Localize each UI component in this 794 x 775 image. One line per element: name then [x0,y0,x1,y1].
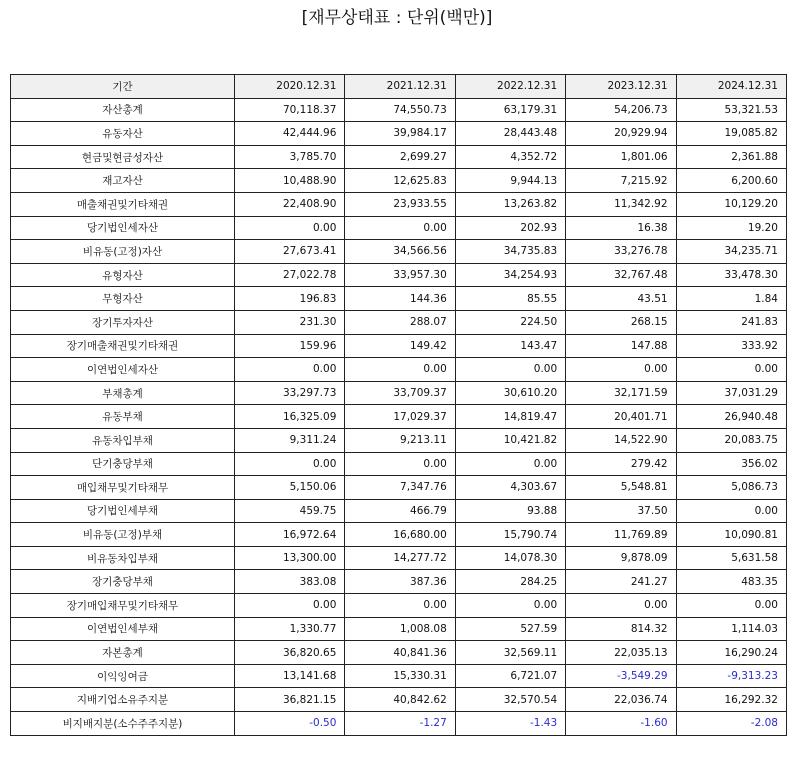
table-cell-value: 14,078.30 [455,546,565,570]
table-cell-value: 32,570.54 [455,688,565,712]
table-cell-value: 0.00 [235,358,345,382]
table-cell-value: 5,631.58 [676,546,786,570]
table-cell-value: 2,361.88 [676,145,786,169]
table-row [11,428,787,452]
table-cell-value: 23,933.55 [345,192,455,216]
table-cell-value: 196.83 [235,287,345,311]
table-cell-value: 224.50 [455,310,565,334]
table-row [11,405,787,429]
table-row [11,310,787,334]
table-cell-value: 0.00 [345,216,455,240]
column-header-year: 2020.12.31 [235,75,345,99]
table-cell-value: 19,085.82 [676,122,786,146]
row-label: 장기투자자산 [11,310,235,334]
table-cell-value: -9,313.23 [676,664,786,688]
table-row [11,570,787,594]
table-cell-value: -3,549.29 [566,664,676,688]
table-row [11,452,787,476]
table-row [11,334,787,358]
table-cell-value: 0.00 [235,594,345,618]
table-cell-value: 0.00 [345,358,455,382]
table-cell-value: 74,550.73 [345,98,455,122]
table-cell-value: 11,769.89 [566,523,676,547]
table-row [11,641,787,665]
table-cell-value: 149.42 [345,334,455,358]
table-cell-value: 356.02 [676,452,786,476]
table-cell-value: 39,984.17 [345,122,455,146]
table-cell-value: 147.88 [566,334,676,358]
row-label: 현금및현금성자산 [11,145,235,169]
table-cell-value: 28,443.48 [455,122,565,146]
table-cell-value: 34,735.83 [455,240,565,264]
table-cell-value: 0.00 [676,358,786,382]
row-label: 유동부채 [11,405,235,429]
table-cell-value: 1,008.08 [345,617,455,641]
table-row [11,216,787,240]
row-label: 비지배지분(소수주주지분) [11,712,235,736]
table-cell-value: 5,150.06 [235,476,345,500]
row-label: 매출채권및기타채권 [11,192,235,216]
table-cell-value: 10,488.90 [235,169,345,193]
table-cell-value: 16.38 [566,216,676,240]
table-cell-value: 288.07 [345,310,455,334]
table-cell-value: 11,342.92 [566,192,676,216]
table-cell-value: 14,522.90 [566,428,676,452]
table-cell-value: 20,401.71 [566,405,676,429]
table-cell-value: 143.47 [455,334,565,358]
table-cell-value: 32,171.59 [566,381,676,405]
table-cell-value: 9,213.11 [345,428,455,452]
table-cell-value: 32,569.11 [455,641,565,665]
table-cell-value: 10,421.82 [455,428,565,452]
table-cell-value: 0.00 [566,594,676,618]
table-cell-value: 85.55 [455,287,565,311]
table-cell-value: 5,086.73 [676,476,786,500]
table-cell-value: 19.20 [676,216,786,240]
table-cell-value: 0.00 [345,594,455,618]
row-label: 장기매출채권및기타채권 [11,334,235,358]
row-label: 매입채무및기타채무 [11,476,235,500]
table-cell-value: 13,141.68 [235,664,345,688]
table-cell-value: 7,347.76 [345,476,455,500]
table-cell-value: 383.08 [235,570,345,594]
table-row [11,617,787,641]
row-label: 당기법인세부채 [11,499,235,523]
table-row [11,287,787,311]
table-cell-value: 0.00 [455,358,565,382]
table-cell-value: 54,206.73 [566,98,676,122]
table-cell-value: 2,699.27 [345,145,455,169]
table-cell-value: -1.27 [345,712,455,736]
table-cell-value: 241.83 [676,310,786,334]
table-cell-value: 387.36 [345,570,455,594]
table-cell-value: 22,036.74 [566,688,676,712]
table-row [11,263,787,287]
table-cell-value: 33,957.30 [345,263,455,287]
column-header-year: 2024.12.31 [676,75,786,99]
table-cell-value: 459.75 [235,499,345,523]
table-cell-value: 13,263.82 [455,192,565,216]
table-cell-value: 0.00 [455,452,565,476]
column-header-year: 2021.12.31 [345,75,455,99]
row-label: 장기충당부채 [11,570,235,594]
table-cell-value: 0.00 [345,452,455,476]
table-cell-value: 34,235.71 [676,240,786,264]
table-cell-value: 15,330.31 [345,664,455,688]
table-cell-value: 4,352.72 [455,145,565,169]
table-cell-value: 17,029.37 [345,405,455,429]
table-cell-value: 9,878.09 [566,546,676,570]
table-cell-value: 70,118.37 [235,98,345,122]
table-cell-value: 14,277.72 [345,546,455,570]
table-row [11,476,787,500]
table-cell-value: 814.32 [566,617,676,641]
table-row [11,381,787,405]
table-cell-value: 0.00 [676,594,786,618]
table-cell-value: 1.84 [676,287,786,311]
table-row [11,594,787,618]
table-cell-value: 33,276.78 [566,240,676,264]
table-cell-value: 15,790.74 [455,523,565,547]
page-title: [재무상태표 : 단위(백만)] [301,8,493,28]
table-cell-value: 33,297.73 [235,381,345,405]
table-cell-value: 466.79 [345,499,455,523]
table-cell-value: 483.35 [676,570,786,594]
row-label: 무형자산 [11,287,235,311]
table-row [11,240,787,264]
table-row [11,499,787,523]
row-label: 단기충당부채 [11,452,235,476]
table-cell-value: -2.08 [676,712,786,736]
row-label: 장기매입채무및기타채무 [11,594,235,618]
table-cell-value: 241.27 [566,570,676,594]
table-cell-value: 20,929.94 [566,122,676,146]
balance-sheet-table [10,74,787,736]
table-cell-value: 36,821.15 [235,688,345,712]
table-cell-value: 1,114.03 [676,617,786,641]
table-cell-value: 33,478.30 [676,263,786,287]
table-row [11,169,787,193]
table-cell-value: 0.00 [676,499,786,523]
row-label: 재고자산 [11,169,235,193]
table-cell-value: 16,325.09 [235,405,345,429]
row-label: 이연법인세자산 [11,358,235,382]
column-header-period: 기간 [11,75,235,99]
table-cell-value: 7,215.92 [566,169,676,193]
table-cell-value: 30,610.20 [455,381,565,405]
table-cell-value: 27,022.78 [235,263,345,287]
table-cell-value: -1.60 [566,712,676,736]
row-label: 유동자산 [11,122,235,146]
table-cell-value: 3,785.70 [235,145,345,169]
table-cell-value: 33,709.37 [345,381,455,405]
table-cell-value: 37,031.29 [676,381,786,405]
row-label: 부채총계 [11,381,235,405]
table-row [11,546,787,570]
table-cell-value: 63,179.31 [455,98,565,122]
table-cell-value: 36,820.65 [235,641,345,665]
row-label: 비유동차입부채 [11,546,235,570]
table-cell-value: 0.00 [455,594,565,618]
table-cell-value: 32,767.48 [566,263,676,287]
table-cell-value: 268.15 [566,310,676,334]
row-label: 지배기업소유주지분 [11,688,235,712]
table-cell-value: 279.42 [566,452,676,476]
table-cell-value: 1,801.06 [566,145,676,169]
table-cell-value: 159.96 [235,334,345,358]
table-cell-value: 4,303.67 [455,476,565,500]
table-cell-value: 20,083.75 [676,428,786,452]
table-cell-value: 14,819.47 [455,405,565,429]
table-cell-value: 1,330.77 [235,617,345,641]
table-row [11,688,787,712]
table-row [11,664,787,688]
row-label: 비유동(고정)자산 [11,240,235,264]
table-cell-value: 53,321.53 [676,98,786,122]
row-label: 당기법인세자산 [11,216,235,240]
table-cell-value: 42,444.96 [235,122,345,146]
table-cell-value: 0.00 [235,452,345,476]
table-cell-value: 9,311.24 [235,428,345,452]
table-cell-value: 231.30 [235,310,345,334]
table-cell-value: -0.50 [235,712,345,736]
table-cell-value: 16,972.64 [235,523,345,547]
row-label: 자산총계 [11,98,235,122]
table-cell-value: 527.59 [455,617,565,641]
table-cell-value: 16,680.00 [345,523,455,547]
table-cell-value: 16,292.32 [676,688,786,712]
row-label: 이익잉여금 [11,664,235,688]
table-cell-value: 26,940.48 [676,405,786,429]
table-row [11,192,787,216]
table-cell-value: 284.25 [455,570,565,594]
table-row [11,145,787,169]
table-cell-value: 12,625.83 [345,169,455,193]
table-cell-value: 22,408.90 [235,192,345,216]
table-cell-value: 6,721.07 [455,664,565,688]
table-cell-value: 10,129.20 [676,192,786,216]
table-cell-value: -1.43 [455,712,565,736]
table-cell-value: 0.00 [235,216,345,240]
table-cell-value: 10,090.81 [676,523,786,547]
table-cell-value: 40,842.62 [345,688,455,712]
table-cell-value: 16,290.24 [676,641,786,665]
table-header-row [11,75,787,99]
table-cell-value: 144.36 [345,287,455,311]
table-cell-value: 9,944.13 [455,169,565,193]
table-row [11,358,787,382]
table-cell-value: 333.92 [676,334,786,358]
row-label: 비유동(고정)부채 [11,523,235,547]
table-row [11,712,787,736]
column-header-year: 2023.12.31 [566,75,676,99]
table-body [11,98,787,735]
table-row [11,98,787,122]
row-label: 자본총계 [11,641,235,665]
table-cell-value: 13,300.00 [235,546,345,570]
table-cell-value: 34,566.56 [345,240,455,264]
table-cell-value: 202.93 [455,216,565,240]
row-label: 이연법인세부채 [11,617,235,641]
table-cell-value: 5,548.81 [566,476,676,500]
row-label: 유형자산 [11,263,235,287]
table-cell-value: 27,673.41 [235,240,345,264]
table-row [11,122,787,146]
table-cell-value: 93.88 [455,499,565,523]
table-cell-value: 40,841.36 [345,641,455,665]
table-cell-value: 0.00 [566,358,676,382]
table-cell-value: 6,200.60 [676,169,786,193]
table-cell-value: 43.51 [566,287,676,311]
table-cell-value: 34,254.93 [455,263,565,287]
table-cell-value: 22,035.13 [566,641,676,665]
column-header-year: 2022.12.31 [455,75,565,99]
table-cell-value: 37.50 [566,499,676,523]
table-row [11,523,787,547]
row-label: 유동차입부채 [11,428,235,452]
